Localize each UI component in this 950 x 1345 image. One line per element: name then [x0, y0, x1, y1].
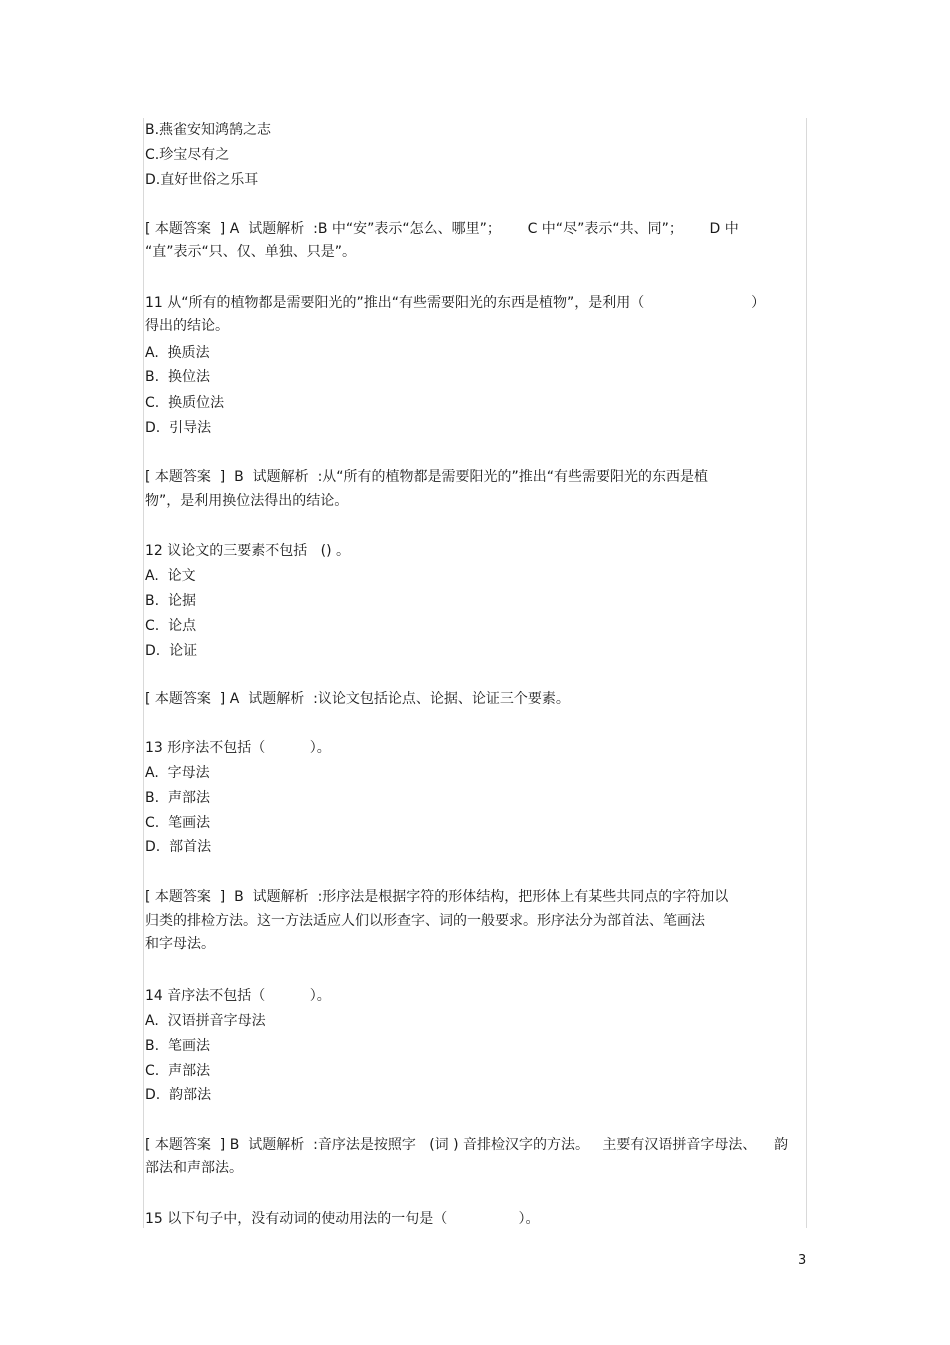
answer-13-line-1: [ 本题答案 ] B 试题解析 :形序法是根据字符的形体结构，把形体上有某些共同点的字符加以 [145, 889, 729, 905]
option-d-text: D.直好世俗之乐耳 [145, 172, 259, 188]
question-11-line-1: 11 从“所有的植物都是需要阳光的”推出“有些需要阳光的东西是植物”，是利用（ ） [145, 295, 766, 311]
left-margin-rule [143, 118, 144, 1228]
answer-12: [ 本题答案 ] A 试题解析 :议论文包括论点、论据、论证三个要素。 [145, 691, 570, 707]
q12-option-b: B. 论据 [145, 593, 196, 609]
right-margin-rule [806, 118, 807, 1228]
answer-11-line-2: 物”，是利用换位法得出的结论。 [145, 493, 349, 509]
q13-option-c: C. 笔画法 [145, 815, 211, 831]
option-c-text: C.珍宝尽有之 [145, 147, 230, 163]
q11-option-b: B. 换位法 [145, 369, 210, 385]
answer-14-line-2: 部法和声部法。 [145, 1160, 243, 1176]
q11-option-a: A. 换质法 [145, 345, 210, 361]
answer-11-line-1: [ 本题答案 ] B 试题解析 :从“所有的植物都是需要阳光的”推出“有些需要阳光的东西是植 [145, 469, 709, 485]
question-15: 15 以下句子中，没有动词的使动用法的一句是（ ）。 [145, 1211, 540, 1227]
answer-14-line-1: [ 本题答案 ] B 试题解析 :音序法是按照字 (词 ) 音排检汉字的方法。 主要有汉语拼音字母法、 韵 [145, 1137, 789, 1153]
answer-13-line-2: 归类的排检方法。这一方法适应人们以形查字、词的一般要求。形序法分为部首法、笔画法 [145, 913, 705, 929]
q13-option-a: A. 字母法 [145, 765, 210, 781]
q13-option-b: B. 声部法 [145, 790, 210, 806]
answer-10-line-2: “直”表示“只、仅、单独、只是”。 [145, 244, 357, 260]
q12-option-d: D. 论证 [145, 643, 198, 659]
q11-option-c: C. 换质位法 [145, 395, 225, 411]
q11-option-d: D. 引导法 [145, 420, 212, 436]
q14-option-c: C. 声部法 [145, 1063, 211, 1079]
page-number: 3 [798, 1253, 807, 1268]
q14-option-a: A. 汉语拼音字母法 [145, 1013, 266, 1029]
question-12: 12 议论文的三要素不包括 () 。 [145, 543, 350, 559]
answer-10-line-1: [ 本题答案 ] A 试题解析 :B 中“安”表示“怎么、哪里”； C 中“尽”表示“共、同”； D 中 [145, 221, 739, 237]
option-b-text: B.燕雀安知鸿鹄之志 [145, 122, 272, 138]
q14-option-d: D. 韵部法 [145, 1087, 212, 1103]
question-11-line-2: 得出的结论。 [145, 318, 229, 334]
question-13: 13 形序法不包括（ ）。 [145, 740, 331, 756]
q12-option-a: A. 论文 [145, 568, 196, 584]
q13-option-d: D. 部首法 [145, 839, 212, 855]
answer-13-line-3: 和字母法。 [145, 936, 215, 952]
q12-option-c: C. 论点 [145, 618, 197, 634]
q14-option-b: B. 笔画法 [145, 1038, 210, 1054]
question-14: 14 音序法不包括（ ）。 [145, 988, 331, 1004]
